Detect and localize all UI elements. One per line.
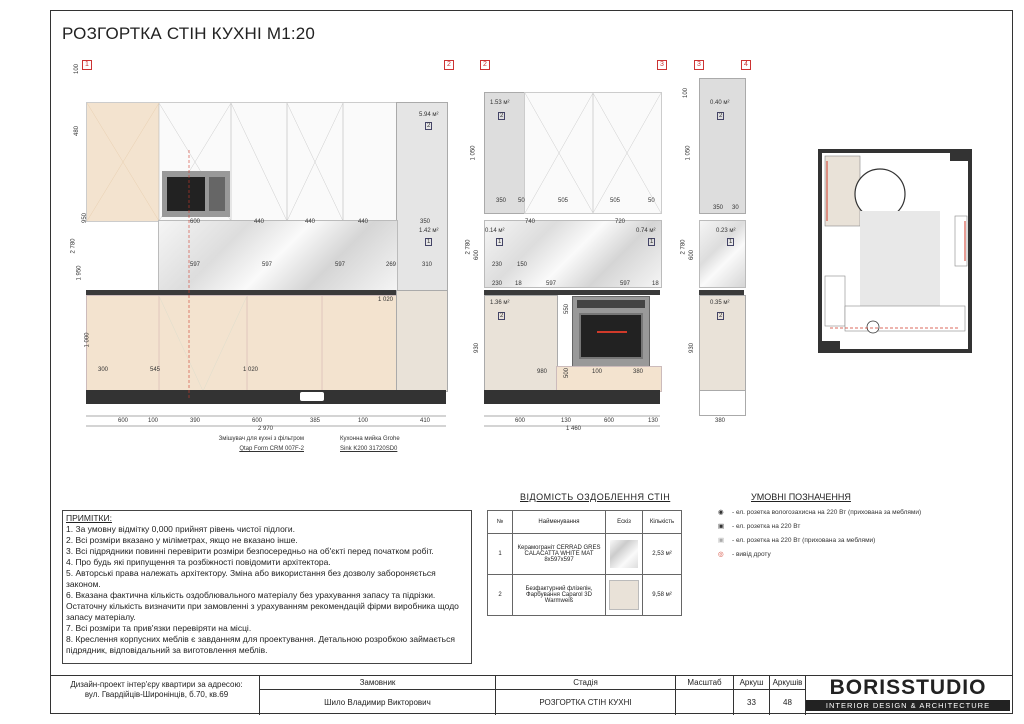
dim-lower: 550 xyxy=(564,303,571,315)
dim-left: 1 050 xyxy=(685,145,692,161)
note-line: 4. Про будь які припущення та розбіжності повідомити архітектора. xyxy=(66,557,331,567)
row-num: 2 xyxy=(488,575,513,616)
notes-panel xyxy=(62,510,472,664)
area-tag: 2 xyxy=(427,123,431,129)
sheets-label: Аркушів xyxy=(770,676,806,690)
table-row xyxy=(488,575,682,616)
area-top: 1.53 м² xyxy=(490,100,510,106)
row-sketch xyxy=(606,534,643,575)
note-line: 5. Авторські права належать архітектору. Зміна або використання без дозволу забороняється законом. xyxy=(66,568,436,589)
col-sketch: Ескіз xyxy=(606,511,643,534)
dim-top: 505 xyxy=(558,198,569,204)
row-name: Керамограніт CERRAD GRES CALACATTA WHITE MAT 8x597x597 xyxy=(513,534,606,575)
sheet-marker-left: 1 xyxy=(82,60,92,70)
plinth-b xyxy=(484,390,660,404)
col-name: Найменування xyxy=(513,511,606,534)
sheet-marker-left: 2 xyxy=(480,60,490,70)
row-qty: 9,58 м² xyxy=(643,575,682,616)
customer-label: Замовник xyxy=(260,676,496,690)
callout-sink-model: Sink K200 31720SD0 xyxy=(340,446,398,452)
area-bottom-tag: 2 xyxy=(719,313,723,319)
note-line: 1. За умовну відмітку 0,000 прийнят рівень чистої підлоги. xyxy=(66,524,296,534)
sheet-marker-left: 3 xyxy=(694,60,704,70)
sheet-marker-right: 2 xyxy=(444,60,454,70)
notes-heading: ПРИМІТКИ: xyxy=(66,513,112,523)
dim-left: 600 xyxy=(689,249,696,261)
col-qty: Кількість xyxy=(643,511,682,534)
stage-value: РОЗГОРТКА СТІН КУХНІ xyxy=(496,690,676,715)
stage-label: Стадія xyxy=(496,676,676,690)
socket-waterproof-icon: ◉ xyxy=(718,509,724,516)
area-label: 5.94 м² xyxy=(419,112,439,118)
dim-left: 950 xyxy=(82,212,89,224)
row-num: 1 xyxy=(488,534,513,575)
row-qty: 2,53 м² xyxy=(643,534,682,575)
dim-left: 100 xyxy=(683,87,690,99)
fridge-panel xyxy=(484,92,526,214)
dim-total-bottom: 2 970 xyxy=(258,426,274,432)
dim-bottom: 390 xyxy=(190,418,201,424)
dimension-lines xyxy=(86,414,446,430)
tile-left: 0.14 м² xyxy=(485,228,505,234)
legend-item: - ел. розетка на 220 Вт xyxy=(732,523,801,530)
dim-mid: 18 xyxy=(515,281,522,287)
legend-item: - ел. розетка вологозахисна на 220 Вт (прихована за меблями) xyxy=(732,509,922,516)
dim-total-left: 1 950 xyxy=(76,265,83,281)
dim-bottom: 100 xyxy=(148,418,159,424)
note-line: 7. Всі розміри та прив'язки перевіряти на місці. xyxy=(66,623,252,633)
logo-sub: INTERIOR DESIGN & ARCHITECTURE xyxy=(806,700,1010,711)
dim-left: 1 000 xyxy=(84,332,91,348)
tile-area-label: 1.42 м² xyxy=(419,228,439,234)
note-line: 6. Вказана фактична кількість оздоблювального матеріалу без урахування запасу та підрізки. Остаточну кількість визначити при замовленні з урахуванням рекомендацій фірми виробника щодо запасу матеріалу. xyxy=(66,590,459,622)
col-num: № xyxy=(488,511,513,534)
dim-tile: 740 xyxy=(525,219,536,225)
finishes-table xyxy=(487,510,682,616)
tile: 0.23 м² xyxy=(716,228,736,234)
callout-mixer: Змішувач для кухні з фільтром xyxy=(218,436,304,442)
dim-left: 930 xyxy=(474,342,481,354)
sheet-number: 33 xyxy=(734,690,770,715)
counter-dim: 545 xyxy=(150,367,161,373)
upper-panel-c xyxy=(699,78,746,214)
dim-left: 100 xyxy=(74,63,81,75)
area-bottom: 0.35 м² xyxy=(710,300,730,306)
dim-top: 350 xyxy=(713,205,724,211)
tile-left-tag: 1 xyxy=(498,239,502,245)
dim-lower: 380 xyxy=(633,369,644,375)
base-cabinets xyxy=(86,295,398,392)
dim-mid: 597 xyxy=(335,262,346,268)
dim-top: 50 xyxy=(648,198,655,204)
note-line: 8. Креслення корпусних меблів є завданням для проектування. Детальною розробкою займається підрядник, відповідальний за виготовлення меблів. xyxy=(66,634,455,655)
dim-mid: 230 xyxy=(492,262,503,268)
socket-hidden-icon: ▣ xyxy=(718,537,725,544)
row-sketch xyxy=(606,575,643,616)
dim-bottom: 600 xyxy=(252,418,263,424)
dim-lower: 500 xyxy=(564,367,571,379)
dim-top: 505 xyxy=(610,198,621,204)
counter-dim: 300 xyxy=(98,367,109,373)
dim-bottom: 130 xyxy=(561,418,572,424)
dim-left: 1 050 xyxy=(470,145,477,161)
wire-outlet-icon: ◎ xyxy=(718,551,724,558)
dim-top: 30 xyxy=(732,205,739,211)
project-description: Дизайн-проект інтер'єру квартири за адресою: вул. Гвардійців-Широнінців, б.70, кв.69 xyxy=(50,676,260,715)
table-row xyxy=(488,534,682,575)
base-left-b xyxy=(484,295,558,392)
studio-logo xyxy=(806,676,1010,713)
dim-mid: 269 xyxy=(386,262,397,268)
dim-mid: 597 xyxy=(190,262,201,268)
counter-dim: 1 020 xyxy=(243,367,259,373)
legend-item: - ел. розетка на 220 Вт (прихована за меблями) xyxy=(732,537,876,544)
dim-bottom: 385 xyxy=(310,418,321,424)
dim-tile: 720 xyxy=(615,219,626,225)
dim-total-bottom: 1 460 xyxy=(566,426,582,432)
dim-top: 600 xyxy=(190,219,201,225)
scale-value xyxy=(676,690,734,715)
dim-mid: 310 xyxy=(422,262,433,268)
dim-bottom: 380 xyxy=(715,418,726,424)
dim-top: 50 xyxy=(518,198,525,204)
tile-right: 0.74 м² xyxy=(636,228,656,234)
finishes-title: ВІДОМІСТЬ ОЗДОБЛЕННЯ СТІН xyxy=(520,492,671,502)
tile-right-tag: 1 xyxy=(650,239,654,245)
dim-top: 350 xyxy=(420,219,431,225)
dim-left: 480 xyxy=(74,125,81,137)
dim-top: 440 xyxy=(305,219,316,225)
dim-top: 440 xyxy=(254,219,265,225)
side-panel-lower xyxy=(396,290,448,392)
dim-left: 600 xyxy=(474,249,481,261)
dim-mid: 150 xyxy=(517,262,528,268)
area-bottom-tag: 2 xyxy=(500,313,504,319)
tile-tag: 1 xyxy=(729,239,733,245)
red-axis-line xyxy=(185,150,195,400)
dim-top: 350 xyxy=(496,198,507,204)
area-top-tag: 2 xyxy=(719,113,723,119)
dim-mid: 597 xyxy=(620,281,631,287)
scale-label: Масштаб xyxy=(676,676,734,690)
counter-right-dim: 1 020 xyxy=(378,297,394,303)
dim-bottom: 100 xyxy=(358,418,369,424)
sheet-marker-right: 3 xyxy=(657,60,667,70)
dim-lower: 980 xyxy=(537,369,548,375)
upper-cabinets xyxy=(86,102,398,222)
sheet-marker-right: 4 xyxy=(741,60,751,70)
dim-top: 440 xyxy=(358,219,369,225)
tile-area-tag: 1 xyxy=(427,239,431,245)
note-line: 2. Всі розміри вказано у міліметрах, якщо не вказано інше. xyxy=(66,535,298,545)
sheets-total: 48 xyxy=(770,690,806,715)
plinth xyxy=(86,390,446,404)
legend-title: УМОВНІ ПОЗНАЧЕННЯ xyxy=(751,492,851,502)
area-top-tag: 2 xyxy=(500,113,504,119)
dim-lower: 100 xyxy=(592,369,603,375)
callout-sink: Кухонна мийка Grohe xyxy=(340,436,400,442)
upper-cabinets-b xyxy=(524,92,662,214)
dim-mid: 597 xyxy=(262,262,273,268)
logo-main: BORISSTUDIO xyxy=(829,676,987,699)
area-bottom: 1.36 м² xyxy=(490,300,510,306)
legend-item: - вивід дроту xyxy=(732,551,771,558)
area-top: 0.40 м² xyxy=(710,100,730,106)
customer-name: Шило Владимир Викторович xyxy=(260,690,496,715)
dim-bottom: 600 xyxy=(604,418,615,424)
dim-mid: 230 xyxy=(492,281,503,287)
dim-left: 2 780 xyxy=(680,239,687,255)
dim-bottom: 410 xyxy=(420,418,431,424)
dim-left: 2 780 xyxy=(465,239,472,255)
callout-mixer-model: Qtap Form CRM 007F-2 xyxy=(239,446,304,452)
dim-bottom: 600 xyxy=(515,418,526,424)
sheet-label: Аркуш xyxy=(734,676,770,690)
drawer-b xyxy=(556,366,662,392)
dim-bottom: 130 xyxy=(648,418,659,424)
row-name: Безфактурний флізелін, Фарбування Caparol 3D Warmweiß xyxy=(513,575,606,616)
dim-mid: 18 xyxy=(652,281,659,287)
dim-total-left: 2 780 xyxy=(70,238,77,254)
dim-mid: 597 xyxy=(546,281,557,287)
socket-icon: ▣ xyxy=(718,523,725,530)
socket-block xyxy=(300,392,324,401)
oven xyxy=(572,296,650,368)
page-title: РОЗГОРТКА СТІН КУХНІ М1:20 xyxy=(62,24,316,43)
note-line: 3. Всі підрядники повинні перевірити розміри безпосередньо на об'єкті перед початком робіт. xyxy=(66,546,434,556)
base-panel-c xyxy=(699,295,746,392)
dim-left: 930 xyxy=(689,342,696,354)
plinth-c xyxy=(699,390,746,416)
dim-bottom: 600 xyxy=(118,418,129,424)
